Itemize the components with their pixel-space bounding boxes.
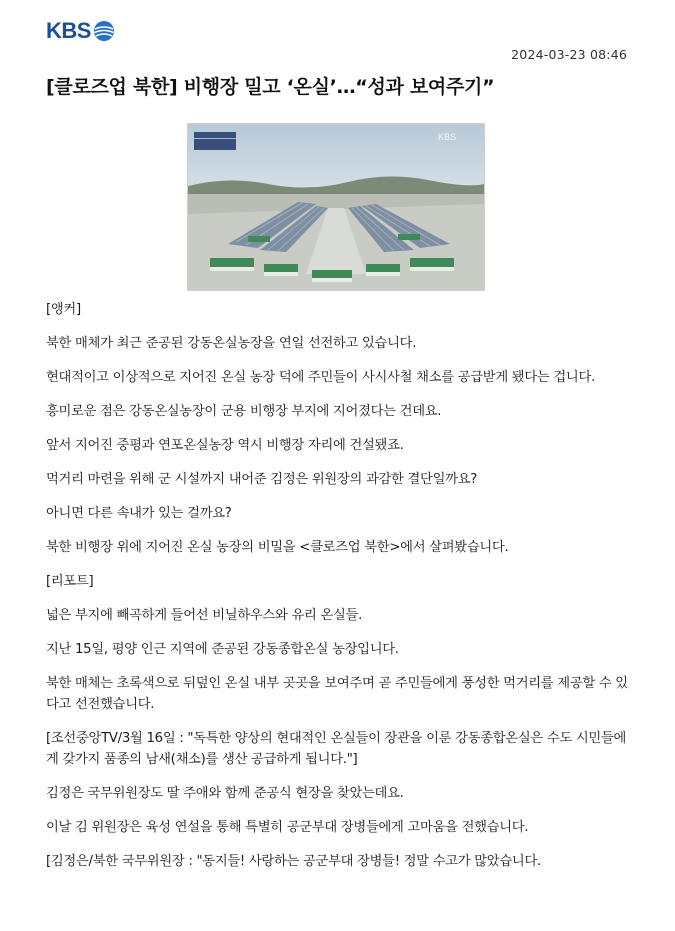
paragraph: 북한 비행장 위에 지어진 온실 농장의 비밀을 <클로즈업 북한>에서 살펴봤습니다.	[46, 540, 509, 555]
quote-paragraph: [조선중앙TV/3월 16일 : "독특한 양상의 현대적인 온실들이 장관을 이룬 강동종합온실은 수도 시민들에게 갖가지 품종의 남새(채소)를 생산 공급하게 됩니다."]	[46, 731, 627, 767]
kbs-logo[interactable]	[46, 18, 115, 44]
paragraph: 먹거리 마련을 위해 군 시설까지 내어준 김정은 위원장의 과감한 결단일까요?	[46, 472, 477, 487]
paragraph: 김정은 국무위원장도 딸 주애와 함께 준공식 현장을 찾았는데요.	[46, 786, 404, 801]
anchor-tag: [앵커]	[46, 302, 81, 317]
paragraph: 아니면 다른 속내가 있는 걸까요?	[46, 506, 232, 521]
article-image[interactable]	[187, 123, 485, 291]
paragraph: 앞서 지어진 중평과 연포온실농장 역시 비행장 자리에 건설됐죠.	[46, 438, 404, 453]
image-watermark: KBS	[438, 132, 457, 142]
paragraph: 넓은 부지에 빼곡하게 들어선 비닐하우스와 유리 온실들.	[46, 608, 363, 623]
globe-icon	[93, 20, 115, 42]
paragraph: 지난 15일, 평양 인근 지역에 준공된 강동종합온실 농장입니다.	[46, 642, 399, 657]
paragraph: 현대적이고 이상적으로 지어진 온실 농장 덕에 주민들이 사시사철 채소를 공급받게 됐다는 겁니다.	[46, 370, 595, 385]
paragraph: 북한 매체는 초록색으로 뒤덮인 온실 내부 곳곳을 보여주며 곧 주민들에게 풍성한 먹거리를 제공할 수 있다고 선전했습니다.	[46, 676, 628, 712]
paragraph: 북한 매체가 최근 준공된 강동온실농장을 연일 선전하고 있습니다.	[46, 336, 417, 351]
report-tag: [리포트]	[46, 574, 94, 589]
article-headline: [클로즈업 북한] 비행장 밀고 ‘온실’…“성과 보여주기”	[46, 76, 495, 98]
paragraph: 흥미로운 점은 강동온실농장이 군용 비행장 부지에 지어졌다는 건데요.	[46, 404, 442, 419]
article-body	[46, 299, 636, 885]
logo-text: KBS	[46, 18, 91, 43]
paragraph: 이날 김 위원장은 육성 연설을 통해 특별히 공군부대 장병들에게 고마움을 전했습니다.	[46, 820, 529, 835]
article-timestamp: 2024-03-23 08:46	[511, 47, 627, 62]
quote-paragraph: [김정은/북한 국무위원장 : "동지들! 사랑하는 공군부대 장병들! 정말 수고가 많았습니다.	[46, 854, 541, 869]
